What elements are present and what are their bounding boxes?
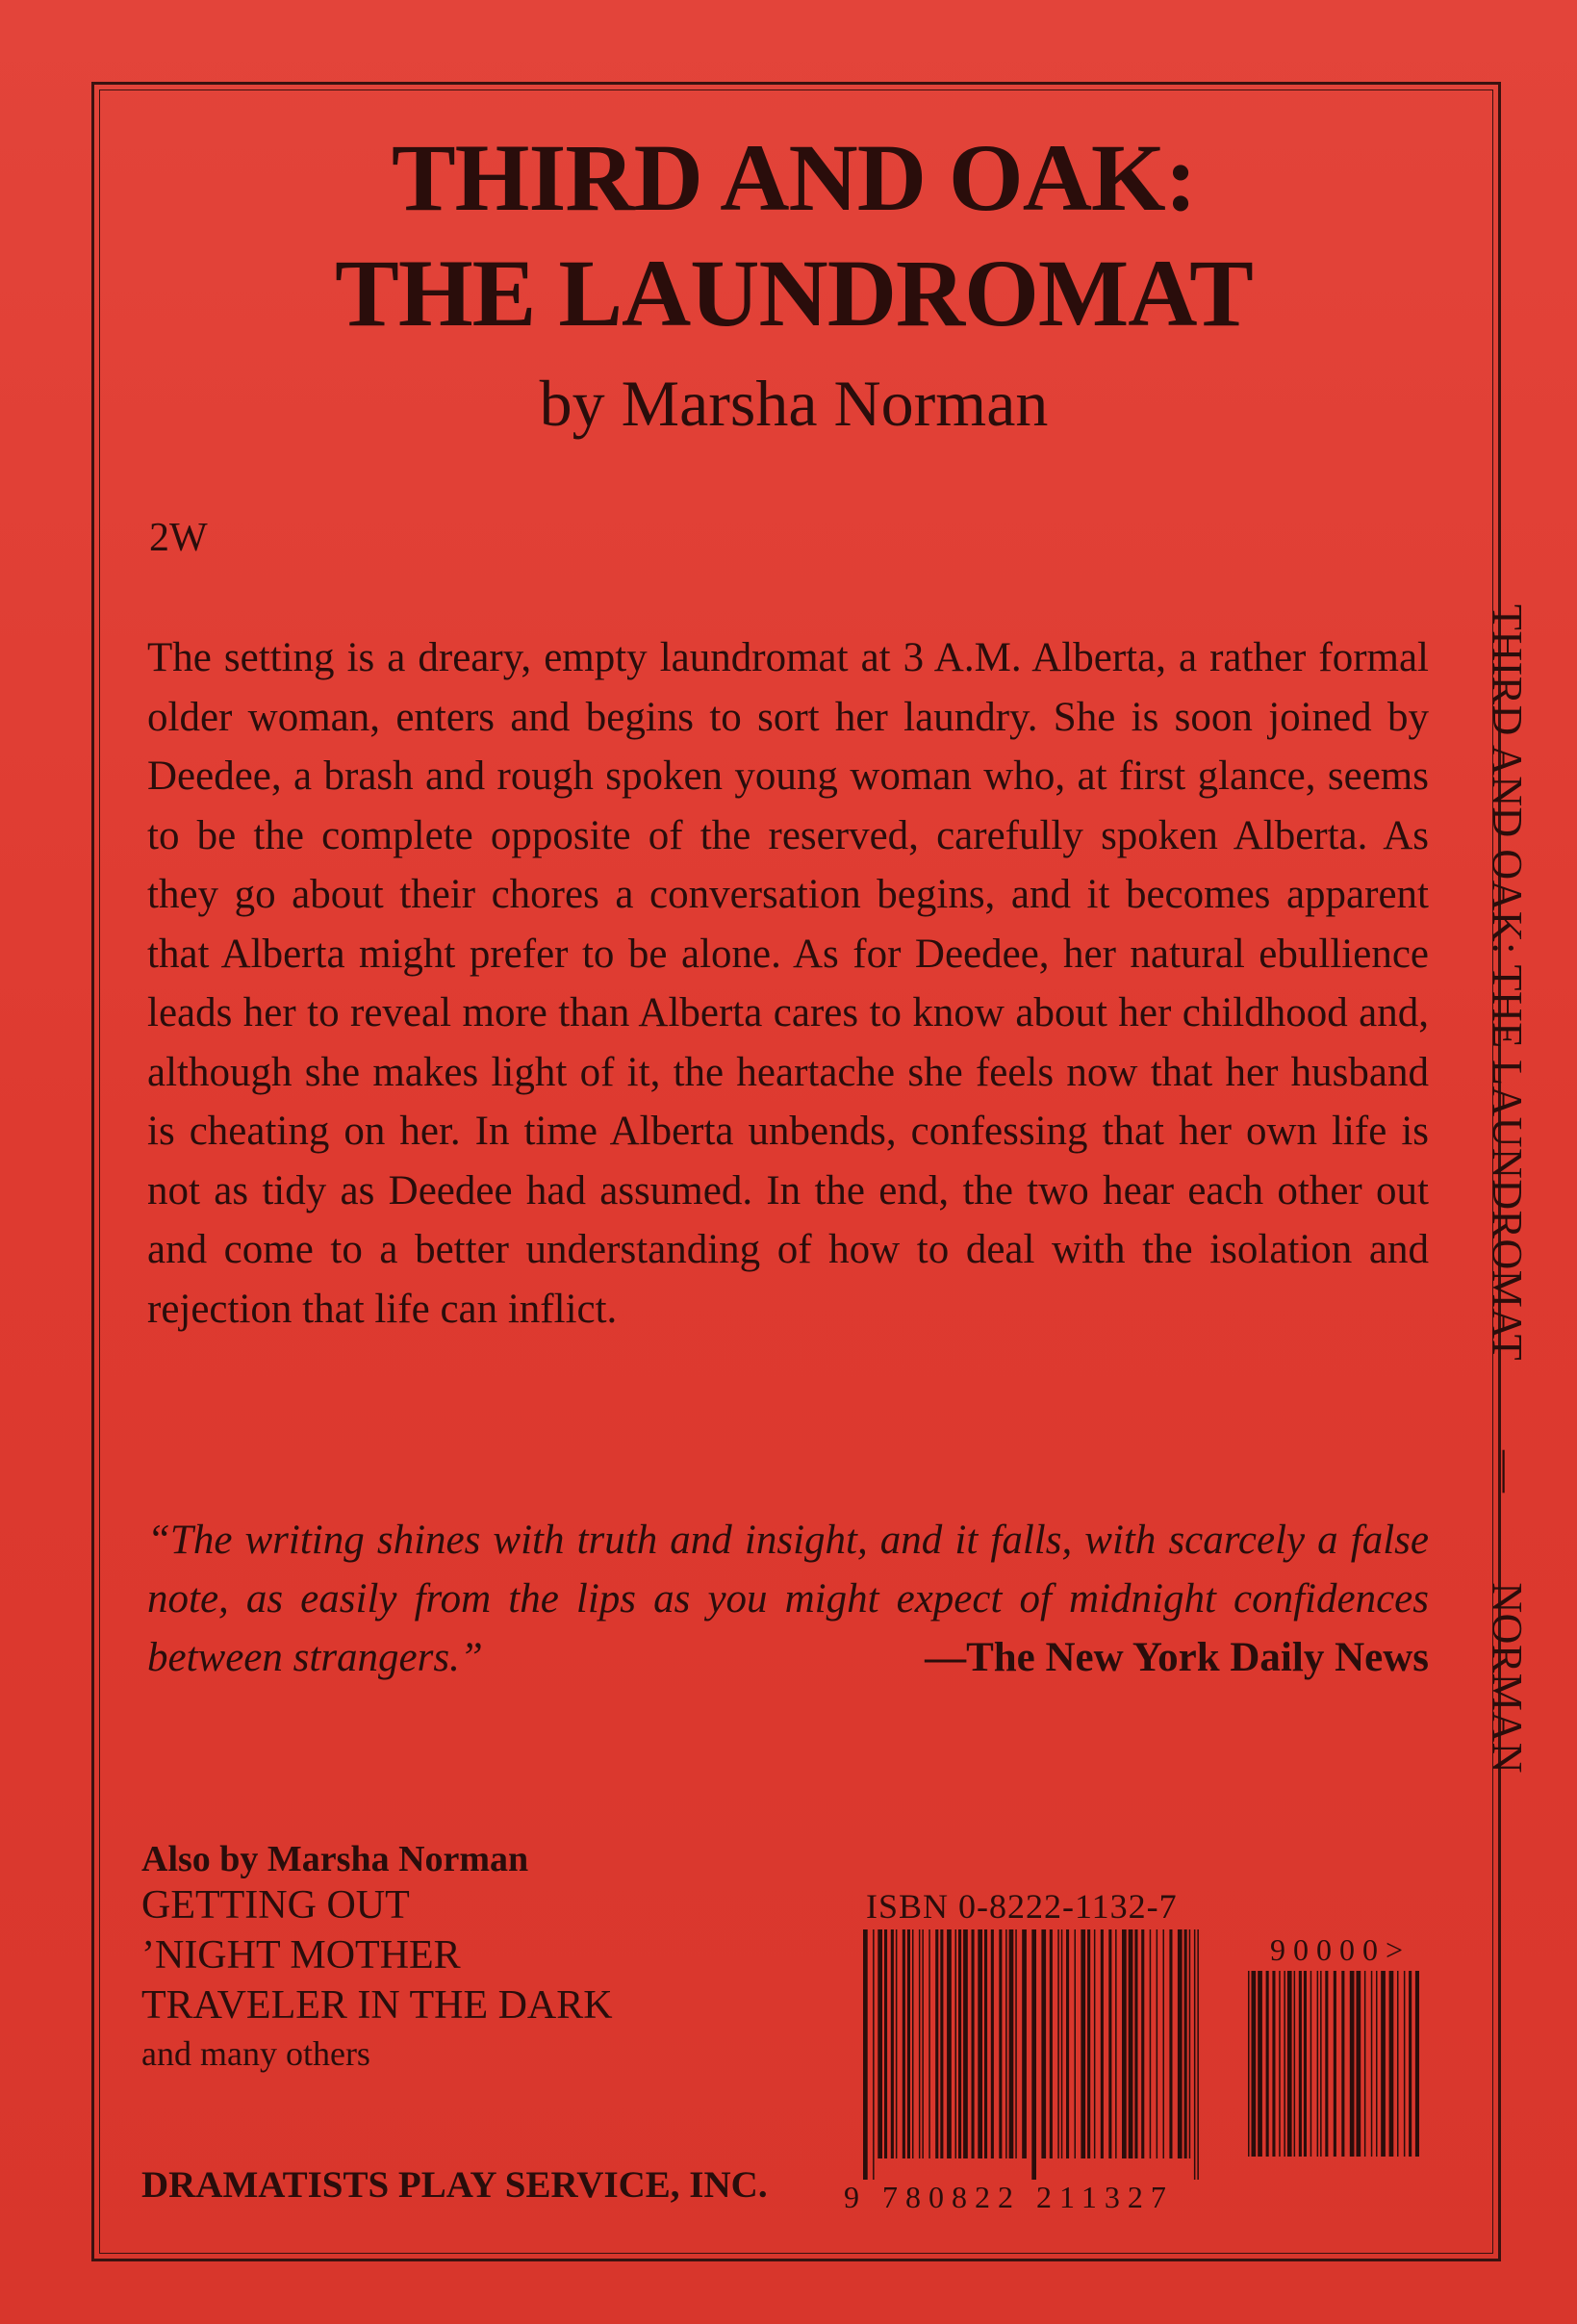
- barcode-bar: [935, 1929, 938, 2158]
- barcode-bar: [903, 1929, 905, 2158]
- barcode-bar: [1122, 1929, 1127, 2158]
- barcode-bar: [1157, 1929, 1158, 2158]
- spine-title: THIRD AND OAK: THE LAUNDROMAT: [1484, 604, 1531, 1362]
- barcode-bar: [1371, 1971, 1373, 2157]
- quote-text: “The writing shines with truth and insight, and it falls, with scarcely a false note, as easily from the lips as you might expect of midnight confidences between strangers.”: [147, 1518, 1429, 1680]
- barcode-bar: [919, 1929, 921, 2158]
- barcode-bar: [1341, 1971, 1344, 2157]
- barcode-bar: [1350, 1971, 1355, 2157]
- barcode-bar: [1081, 1929, 1085, 2158]
- synopsis: The setting is a dreary, empty laundromat at 3 A.M. Alberta, a rather formal older woman, enters and begins to sort her laundry. She is soon joined by Deedee, a brash and rough spoken young woman who, at first glance, seems to be the complete opposite of the reserved, carefully spoken Alberta. As they go about their chores a conversation begins, and it becomes apparent that Alberta might prefer to be alone. As for Deedee, her natural ebullience leads her to reveal more than Alberta cares to know about her childhood and, although she makes light of it, the heartache she feels now that her husband is cheating on her. In time Alberta unbends, confessing that her own life is not as tidy as Deedee had assumed. In the end, the two hear each other out and come to a better understanding of how to deal with the isolation and rejection that life can inflict.: [147, 635, 1429, 1332]
- barcode-bar: [1022, 1929, 1027, 2158]
- barcode-bar: [1129, 1929, 1133, 2158]
- barcode-bar: [1041, 1929, 1046, 2158]
- barcode-bar: [1178, 1929, 1183, 2158]
- barcode-bar: [1184, 1929, 1187, 2158]
- barcode-bar: [999, 1929, 1002, 2158]
- barcode-bar: [1108, 1929, 1111, 2158]
- barcode-bar: [1061, 1929, 1063, 2158]
- barcode-bar: [863, 1929, 868, 2180]
- title-line-1: THIRD AND OAK:: [391, 124, 1197, 231]
- barcode-bar: [1101, 1929, 1104, 2158]
- barcode-bar: [1397, 1971, 1399, 2157]
- byline: by Marsha Norman: [539, 367, 1049, 440]
- barcode-bar: [947, 1929, 952, 2158]
- barcode-bar: [1197, 1929, 1199, 2180]
- barcode-bar: [958, 1929, 961, 2158]
- barcode-bar: [1299, 1971, 1302, 2157]
- barcode-bar: [1325, 1971, 1328, 2157]
- price-barcode-icon: [1246, 1971, 1419, 2178]
- barcode-bar: [873, 1929, 875, 2180]
- barcode-bar: [1009, 1929, 1014, 2158]
- barcode-bar: [912, 1929, 914, 2158]
- barcode-bar: [928, 1929, 930, 2158]
- barcode-bar: [1334, 1971, 1336, 2157]
- publisher: DRAMATISTS PLAY SERVICE, INC.: [141, 2164, 768, 2206]
- barcode-bar: [1141, 1929, 1144, 2158]
- barcode-bar: [1287, 1971, 1292, 2157]
- barcode-bar: [1189, 1929, 1191, 2158]
- barcode-bar: [1115, 1929, 1117, 2158]
- barcode-bar: [1310, 1971, 1312, 2157]
- barcode-bar: [1279, 1971, 1281, 2157]
- barcode-bar: [896, 1929, 898, 2158]
- barcode-bar: [984, 1929, 987, 2158]
- barcode-bar: [1248, 1971, 1250, 2157]
- spine-author: NORMAN: [1484, 1582, 1531, 1774]
- barcode-bar: [1087, 1929, 1090, 2158]
- price-code: 90000>: [1270, 1932, 1412, 1967]
- also-heading: Also by Marsha Norman: [141, 1839, 529, 1879]
- barcode-bar: [884, 1929, 887, 2158]
- barcode-bar: [1304, 1971, 1307, 2157]
- barcode-bar: [1272, 1971, 1275, 2157]
- also-title: GETTING OUT: [141, 1883, 410, 1928]
- also-more: and many others: [141, 2034, 370, 2073]
- barcode-bar: [878, 1929, 882, 2158]
- barcode-bar: [1005, 1929, 1007, 2158]
- cast-size: 2W: [149, 516, 208, 560]
- barcode-icon: [861, 1929, 1203, 2180]
- spine-text: [1483, 604, 1532, 1774]
- barcode-bar: [940, 1929, 943, 2158]
- barcode-bar: [907, 1929, 910, 2158]
- barcode-bar: [1266, 1971, 1269, 2157]
- barcode-bar: [891, 1929, 894, 2158]
- barcode-bar: [1194, 1929, 1196, 2180]
- barcode-number: 9 780822 211327: [844, 2180, 1174, 2214]
- barcode-bar: [1169, 1929, 1172, 2158]
- barcode-bar: [978, 1929, 982, 2158]
- barcode-bar: [1094, 1929, 1096, 2158]
- barcode-bar: [1258, 1971, 1262, 2157]
- barcode-bar: [963, 1929, 968, 2158]
- barcode-bar: [1320, 1971, 1322, 2157]
- barcode-bar: [1404, 1971, 1406, 2157]
- barcode-bar: [1381, 1971, 1386, 2157]
- barcode-bar: [1252, 1971, 1257, 2157]
- quote-attribution: —The New York Daily News: [925, 1635, 1429, 1680]
- barcode-bar: [1031, 1929, 1036, 2180]
- barcode-bar: [1284, 1971, 1285, 2157]
- barcode-bar: [1050, 1929, 1053, 2158]
- barcode-bar: [1317, 1971, 1319, 2157]
- barcode-bar: [972, 1929, 975, 2158]
- also-title: TRAVELER IN THE DARK: [141, 1983, 613, 2028]
- barcode-bar: [1134, 1929, 1137, 2158]
- barcode-bar: [955, 1929, 957, 2158]
- also-by-section: [141, 1838, 613, 2077]
- barcode-bar: [1015, 1929, 1017, 2158]
- review-quote: [147, 1511, 1429, 1687]
- spine-separator: —: [1484, 1450, 1531, 1494]
- barcode-bar: [1415, 1971, 1419, 2157]
- barcode-bar: [991, 1929, 994, 2158]
- barcode-bar: [1364, 1971, 1366, 2157]
- barcode-bar: [1066, 1929, 1069, 2158]
- barcode-bar: [1376, 1971, 1378, 2157]
- also-title: ’NIGHT MOTHER: [141, 1933, 461, 1978]
- barcode-bar: [1163, 1929, 1165, 2158]
- barcode-bar: [1075, 1929, 1077, 2158]
- barcode-bar: [1057, 1929, 1059, 2158]
- barcode-bar: [922, 1929, 924, 2158]
- barcode-bar: [1409, 1971, 1412, 2157]
- barcode-bar: [1389, 1971, 1394, 2157]
- barcode-bar: [1294, 1971, 1296, 2157]
- barcode-bar: [1357, 1971, 1361, 2157]
- barcode-bar: [1150, 1929, 1152, 2158]
- title-line-2: THE LAUNDROMAT: [335, 240, 1253, 346]
- isbn: ISBN 0-8222-1132-7: [866, 1887, 1178, 1926]
